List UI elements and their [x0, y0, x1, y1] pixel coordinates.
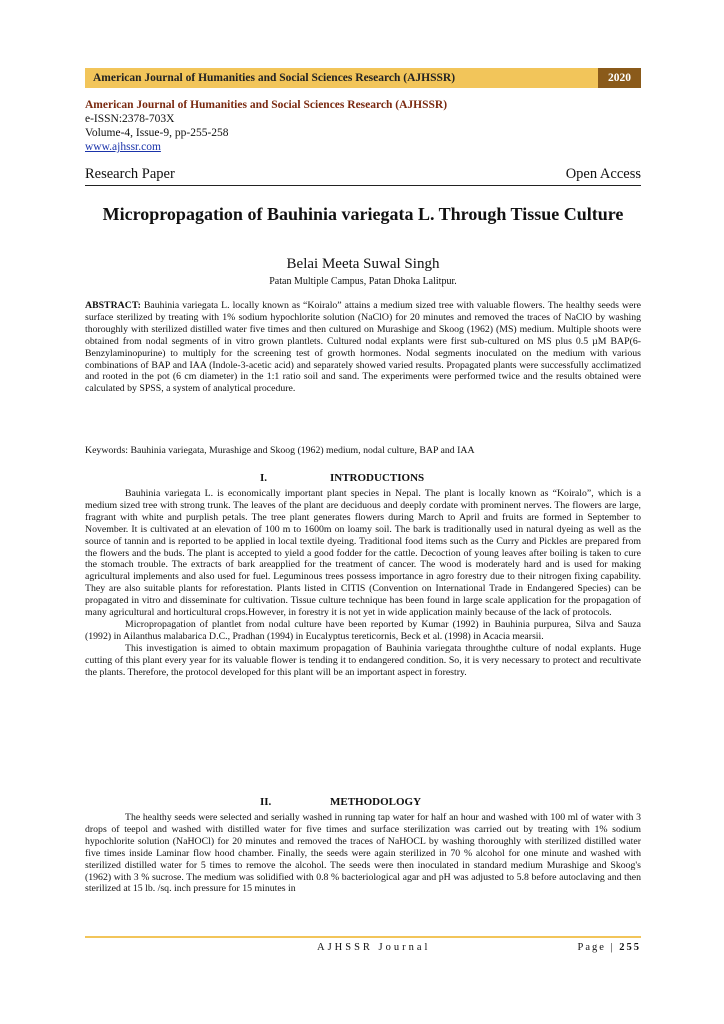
keywords: Keywords: Bauhinia variegata, Murashige and Skoog (1962) medium, nodal culture, BAP and IAA: [85, 445, 475, 456]
paper-type: Research Paper: [85, 166, 175, 182]
access-label: Open Access: [565, 166, 641, 182]
paper-title: Micropropagation of Bauhinia variegata L. Through Tissue Culture: [102, 204, 624, 224]
page-label: Page |: [577, 942, 620, 953]
author-name: Belai Meeta Suwal Singh: [286, 256, 440, 272]
section-number: I.: [260, 472, 268, 484]
journal-meta: [85, 98, 645, 154]
journal-name: American Journal of Humanities and Social Sciences Research (AJHSSR): [85, 99, 448, 111]
methodology-body: [85, 812, 641, 895]
footer-divider: [85, 936, 641, 938]
section-title: INTRODUCTIONS: [330, 472, 425, 484]
paragraph: The healthy seeds were selected and serially washed in running tap water for half an hour and washed with 100 ml of water with 3 drops of teepol and washed with distilled water for five times and surface sterilization was carried out by treating with 1% sodium hypochlorite solution (NaHOCl) for 20 minutes and removed the traces of NaHOCL by washing thoroughly with sterilized distilled water five times inside Laminar flow hood chamber. Finally, the seeds were again sterilized in 70 % alcohol for one minute and washed with sterilized distilled water for 5 times to remove the alcohol. The seeds were then inoculated in standard medium Murashige and Skoog's (1962) with 3 % sucrose. The medium was solidified with 0.8 % bacteriological agar and pH was adjusted to 5.8 before autoclaving and then sterilized at 15 lb. /sq. inch pressure for 15 minutes in: [85, 812, 641, 895]
header-year: 2020: [598, 68, 641, 88]
author-affiliation: Patan Multiple Campus, Patan Dhoka Lalitpur.: [269, 276, 457, 287]
website-link[interactable]: www.ajhssr.com: [85, 141, 161, 153]
page-number-block: [577, 942, 641, 953]
section-number: II.: [260, 796, 272, 808]
paragraph: Micropropagation of plantlet from nodal culture have been reported by Kumar (1992) in Bauhinia purpurea, Silva and Sauza (1992) in Ailanthus malabarica D.C., Pradhan (1994) in Eucalyptus tereticornis, Beck et al. (1998) in Acacia mearsii.: [85, 618, 641, 642]
paper-type-bar: [85, 166, 641, 186]
abstract-label: ABSTRACT:: [85, 300, 141, 311]
abstract: [85, 300, 641, 395]
issn: e-ISSN:2378-703X: [85, 113, 175, 125]
abstract-text: Bauhinia variegata L. locally known as “Koiralo” attains a medium sized tree with valuable flowers. The healthy seeds were surface sterilized by treating with 1% sodium hypochlorite solution (NaClO) for 20 minutes and removed the traces of NaClO by washing thoroughly with sterilized distilled water five times and then cultured on Murashige and Skoog (1962) (MS) medium. Multiple shoots were obtained from nodal segments of in vitro grown plantlets. Cultured nodal explants were first sub-cultured on MS plus 0.5 µM BAP(6-Benzylaminopurine) to multiply for the screening test of growth hormones. Nodal segments inoculated on the medium with various combinations of BAP and IAA (Indole-3-acetic acid) and separately showed varied results. Propagated plants were successfully acclimatized and rooted in the pot (6 cm diameter) in the 1:1 ratio soil and sand. The experiments were performed twice and the results obtained were calculated by SPSS, a system of analytical procedure.: [85, 300, 641, 395]
section-title: METHODOLOGY: [330, 796, 422, 808]
header-journal-title: American Journal of Humanities and Social Sciences Research (AJHSSR): [93, 72, 456, 84]
paragraph: This investigation is aimed to obtain maximum propagation of Bauhinia variegata throughthe culture of nodal explants. Huge cutting of this plant every year for its valuable flower is tending it to endangered condition. So, it is very necessary to protect and recultivate the plants. Therefore, the protocol developed for this plant will be an important aspect in forestry.: [85, 642, 641, 678]
volume-info: Volume-4, Issue-9, pp-255-258: [85, 127, 229, 139]
journal-header-band: [85, 68, 641, 88]
footer-journal: AJHSSR Journal: [317, 942, 431, 953]
page-number: 255: [619, 942, 641, 953]
introduction-body: [85, 488, 641, 679]
paragraph: Bauhinia variegata L. is economically important plant species in Nepal. The plant is locally known as “Koiralo”, which is a medium sized tree with strong trunk. The leaves of the plant are deciduous and deeply cordate with prominent nerves. The flowers are large, fragrant with white and purplish petals. The tree plant generates flowers during March to April and fruits are formed in September to November. It is cultivated at an elevation of 100 m to 1600m on loamy soil. The bark is traditionally used in natural dyeing as well as the source of tannin and is reported to be applied in local textile dyeing. Traditional food items such as the Curry and Pickles are prepared from the flowers and the buds. The plant is accepted to yield a good fodder for the cattle. Decoction of young leaves after boiling is taken to cure the stomach trouble. The extracts of bark areapplied for the treatment of cancer. The wood is moderately hard and is used for making agricultural implements and also used for fuel. Leguminous trees possess importance in agro forestry due to their nitrogen fixing capability. They are also suitable plants for reforestation. Plants listed in CITIS (Convention on International Trade in Endangered Species) can be propagated in vitro and disseminate for cultivation. Tissue culture technique has been found in large scale application for the propagation of many agricultural and horticultural crops.However, in forestry it is not yet in wide application mainly because of the lack of protocols.: [85, 488, 641, 619]
